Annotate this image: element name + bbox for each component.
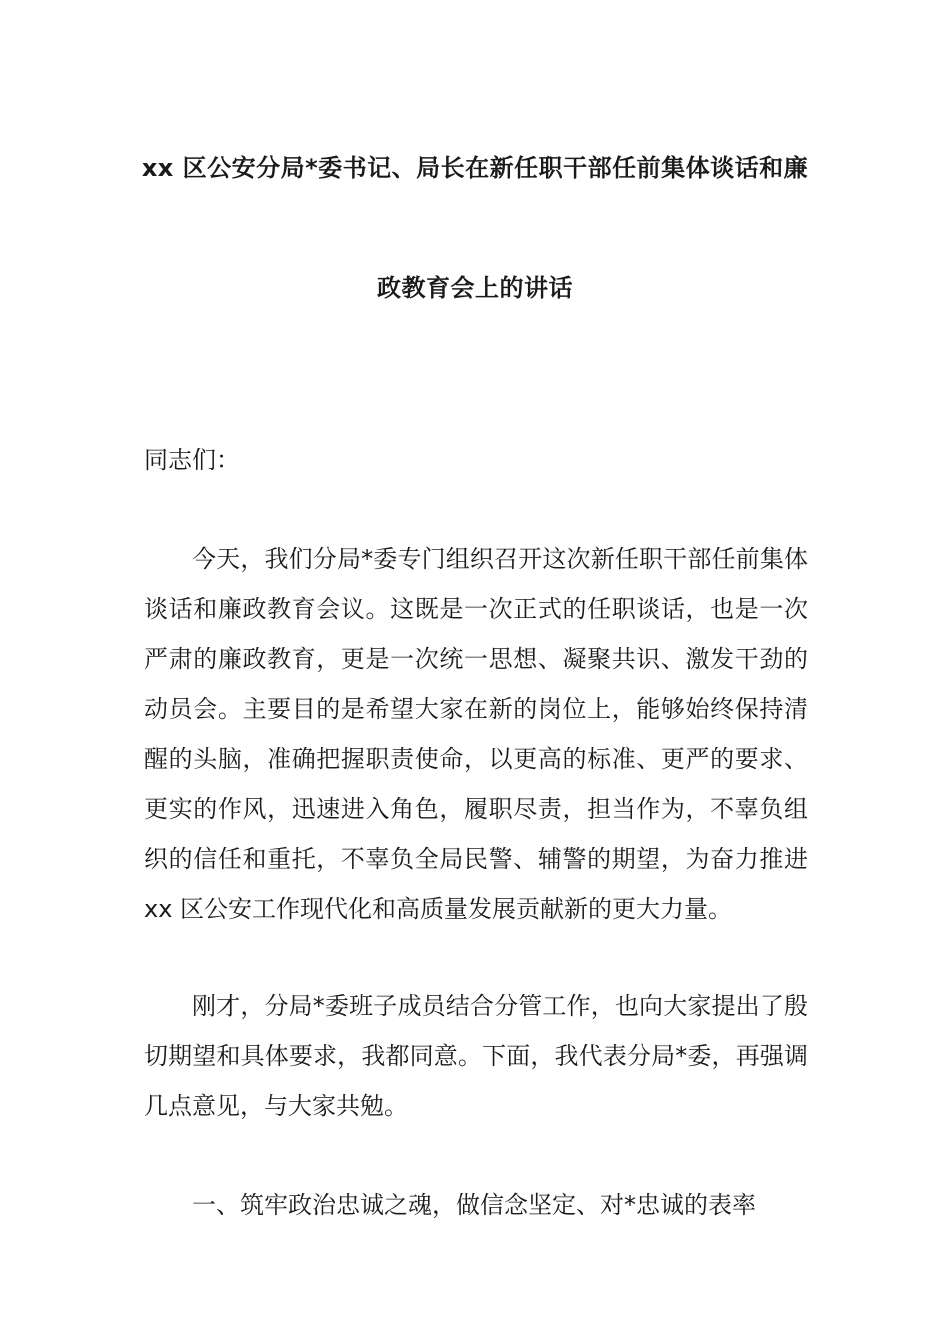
paragraph-opening: 今天，我们分局*委专门组织召开这次新任职干部任前集体谈话和廉政教育会议。这既是一次正式的任职谈话，也是一次严肃的廉政教育，更是一次统一思想、凝聚共识、激发干劲的动员会。主要目的是希望大家在新的岗位上，能够始终保持清醒的头脑，准确把握职责使命，以更高的标准、更严的要求、更实的作风，迅速进入角色，履职尽责，担当作为，不辜负组织的信任和重托，不辜负全局民警、辅警的期望，为奋力推进 xx 区公安工作现代化和高质量发展贡献新的更大力量。 xyxy=(144,545,808,923)
section-heading-1: 一、筑牢政治忠诚之魂，做信念坚定、对*忠诚的表率 xyxy=(192,1191,756,1219)
document-title-line-2: 政教育会上的讲话 xyxy=(377,274,573,302)
paragraph-transition: 刚才，分局*委班子成员结合分管工作，也向大家提出了殷切期望和具体要求，我都同意。下面，我代表分局*委，再强调几点意见，与大家共勉。 xyxy=(144,992,808,1120)
document-title-line-1: xx 区公安分局*委书记、局长在新任职干部任前集体谈话和廉 xyxy=(141,154,809,182)
salutation: 同志们： xyxy=(144,446,240,474)
